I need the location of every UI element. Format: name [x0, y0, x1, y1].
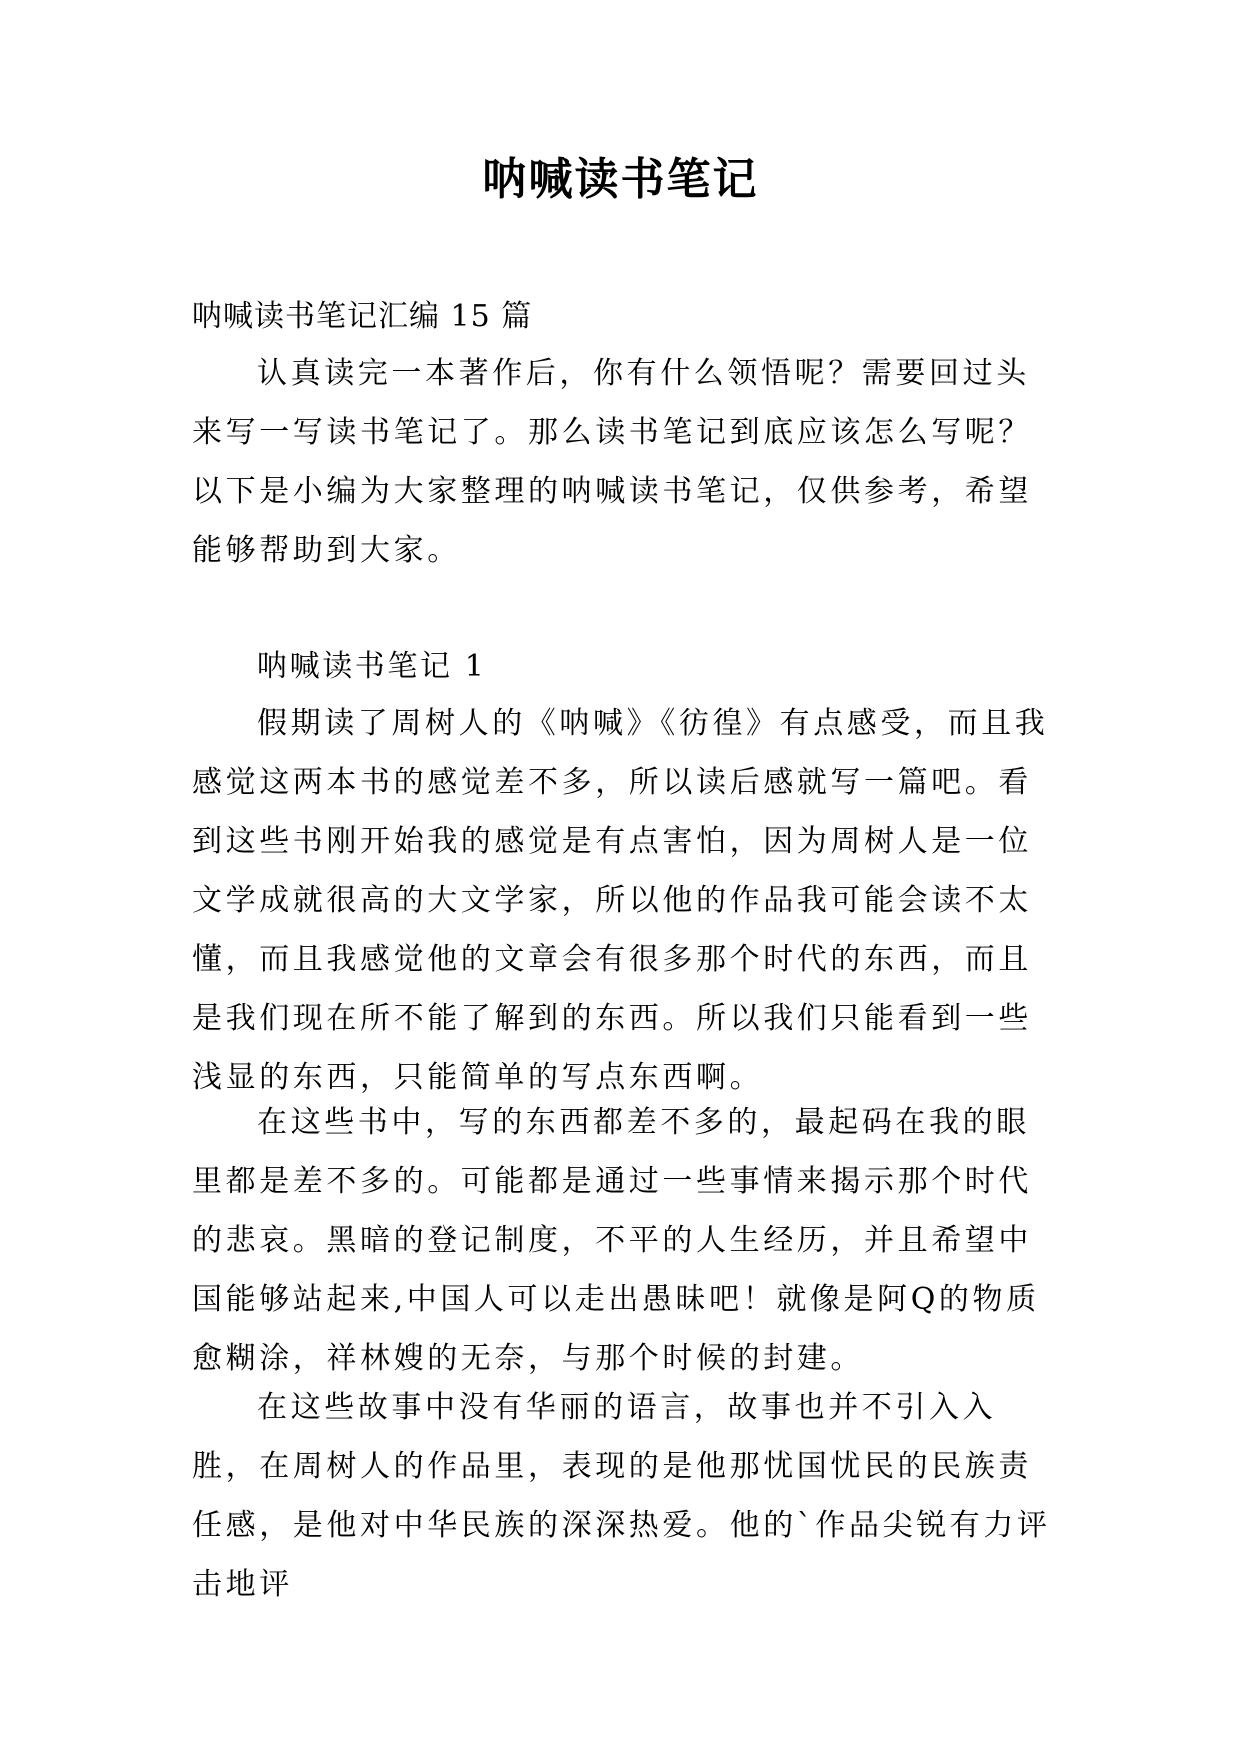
body-paragraph-3: 在这些故事中没有华丽的语言，故事也并不引入入胜，在周树人的作品里，表现的是他那忧国忧民的民族责任感，是他对中华民族的深深热爱。他的`作品尖锐有力评击地评 [192, 1390, 1051, 1602]
section-heading: 呐喊读书笔记 1 [257, 649, 487, 684]
page-title: 呐喊读书笔记 [482, 154, 759, 205]
document-subtitle: 呐喊读书笔记汇编 15 篇 [192, 299, 533, 334]
body-paragraph-1: 假期读了周树人的《呐喊》《彷徨》有点感受，而且我感觉这两本书的感觉差不多，所以读后感就写一篇吧。看到这些书刚开始我的感觉是有点害怕，因为周树人是一位文学成就很高的大文学家，所以他的作品我可能会读不太懂，而且我感觉他的文章会有很多那个时代的东西，而且是我们现在所不能了解到的东西。所以我们只能看到一些浅显的东西，只能简单的写点东西啊。 [192, 706, 1049, 1095]
body-paragraph-2: 在这些书中，写的东西都差不多的，最起码在我的眼里都是差不多的。可能都是通过一些事情来揭示那个时代的悲哀。黑暗的登记制度，不平的人生经历，并且希望中国能够站起来,中国人可以走出愚昧吧！就像是阿Q的物质愈糊涂，祥林嫂的无奈，与那个时候的封建。 [192, 1105, 1040, 1376]
intro-paragraph: 认真读完一本著作后，你有什么领悟呢？需要回过头来写一写读书笔记了。那么读书笔记到底应该怎么写呢？以下是小编为大家整理的呐喊读书笔记，仅供参考，希望能够帮助到大家。 [192, 356, 1032, 568]
